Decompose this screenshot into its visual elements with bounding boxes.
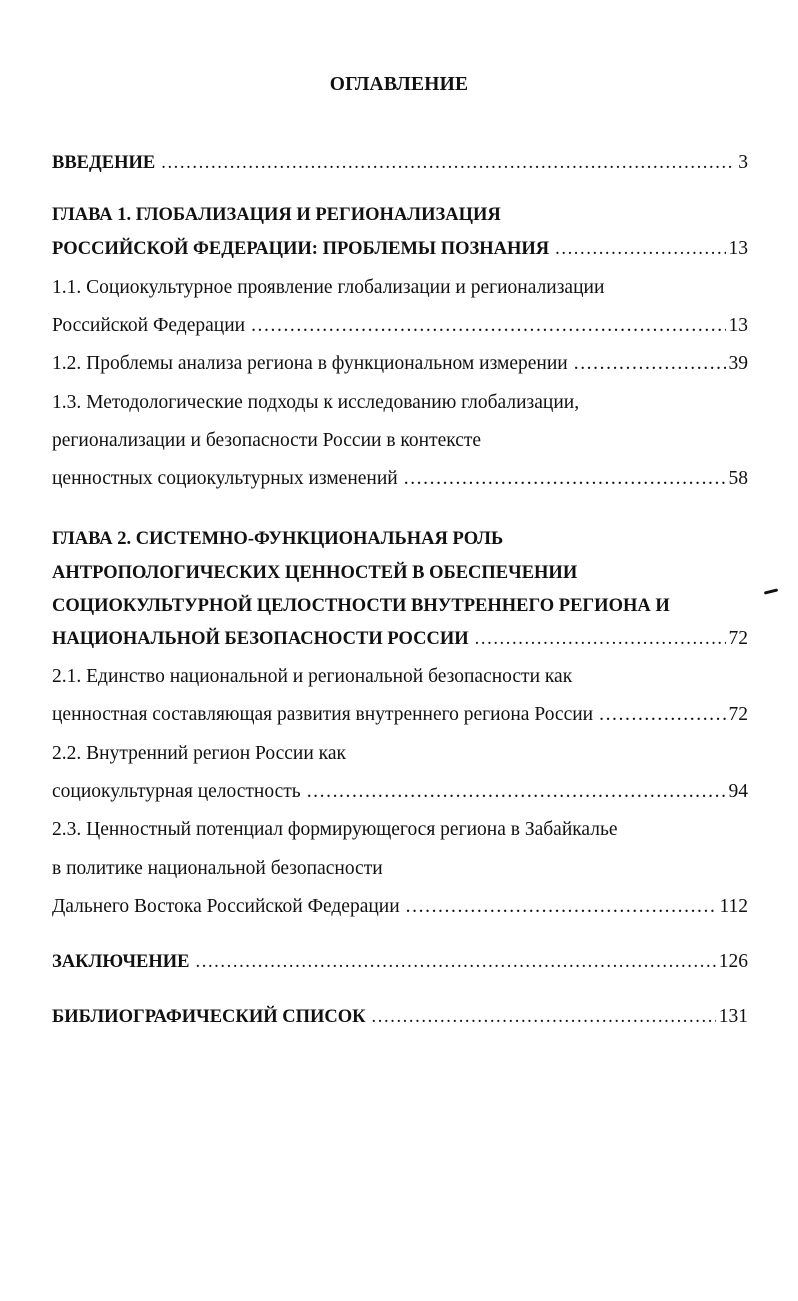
scan-mark bbox=[764, 588, 778, 594]
toc-entry-section-1-1 bbox=[52, 313, 748, 339]
page-title: ОГЛАВЛЕНИЕ bbox=[329, 74, 469, 95]
section-1-1-title-line: 1.1. Социокультурное проявление глобализации и регионализации bbox=[52, 277, 605, 298]
dot-leader bbox=[196, 949, 716, 975]
dot-leader bbox=[475, 626, 726, 652]
dot-leader bbox=[555, 236, 725, 262]
toc-entry-text: РОССИЙСКОЙ ФЕДЕРАЦИИ: ПРОБЛЕМЫ ПОЗНАНИЯ bbox=[52, 239, 550, 259]
page-number: 13 bbox=[728, 315, 748, 336]
page-number: 39 bbox=[728, 353, 748, 374]
dot-leader bbox=[599, 702, 725, 728]
page-number: 94 bbox=[728, 781, 748, 802]
toc-entry-text: социокультурная целостность bbox=[52, 781, 301, 802]
page-number: 112 bbox=[719, 896, 748, 917]
chapter-2-title-line: АНТРОПОЛОГИЧЕСКИХ ЦЕННОСТЕЙ В ОБЕСПЕЧЕНИИ bbox=[52, 563, 578, 583]
toc-entry-bibliography bbox=[52, 1004, 748, 1030]
toc-entry-text: ценностных социокультурных изменений bbox=[52, 468, 398, 489]
section-1-3-title-line: 1.3. Методологические подходы к исследованию глобализации, bbox=[52, 392, 580, 413]
chapter-2-title-line: ГЛАВА 2. СИСТЕМНО-ФУНКЦИОНАЛЬНАЯ РОЛЬ bbox=[52, 529, 504, 549]
toc-entry-text: Дальнего Востока Российской Федерации bbox=[52, 896, 400, 917]
toc-entry-text: ЗАКЛЮЧЕНИЕ bbox=[52, 952, 190, 972]
toc-entry-section-2-3 bbox=[52, 894, 748, 920]
section-1-3-title-line: регионализации и безопасности России в контексте bbox=[52, 430, 482, 451]
toc-entry-text: БИБЛИОГРАФИЧЕСКИЙ СПИСОК bbox=[52, 1007, 366, 1027]
toc-entry-text: НАЦИОНАЛЬНОЙ БЕЗОПАСНОСТИ РОССИИ bbox=[52, 629, 469, 649]
toc-entry-conclusion bbox=[52, 949, 748, 975]
dot-leader bbox=[372, 1004, 716, 1030]
dot-leader bbox=[406, 894, 717, 920]
page-number: 126 bbox=[718, 951, 748, 972]
toc-entry-section-1-2 bbox=[52, 351, 748, 377]
toc-entry-introduction bbox=[52, 150, 748, 176]
page-number: 3 bbox=[738, 152, 748, 173]
toc-entry-text: ценностная составляющая развития внутреннего региона России bbox=[52, 704, 594, 725]
page-number: 131 bbox=[718, 1006, 748, 1027]
section-2-3-title-line: в политике национальной безопасности bbox=[52, 858, 383, 879]
toc-entry-section-2-2 bbox=[52, 779, 748, 805]
dot-leader bbox=[404, 466, 726, 492]
toc-entry-text: Российской Федерации bbox=[52, 315, 246, 336]
toc-entry-chapter-1 bbox=[52, 236, 748, 262]
dot-leader bbox=[574, 351, 726, 377]
section-2-1-title-line: 2.1. Единство национальной и региональной безопасности как bbox=[52, 666, 573, 687]
section-2-2-title-line: 2.2. Внутренний регион России как bbox=[52, 743, 346, 764]
toc-entry-section-2-1 bbox=[52, 702, 748, 728]
page-number: 13 bbox=[728, 238, 748, 259]
toc-entry-text: ВВЕДЕНИЕ bbox=[52, 153, 156, 173]
dot-leader bbox=[251, 313, 725, 339]
toc-entry-chapter-2 bbox=[52, 626, 748, 652]
chapter-1-title-line: ГЛАВА 1. ГЛОБАЛИЗАЦИЯ И РЕГИОНАЛИЗАЦИЯ bbox=[52, 205, 501, 225]
dot-leader bbox=[307, 779, 726, 805]
chapter-2-title-line: СОЦИОКУЛЬТУРНОЙ ЦЕЛОСТНОСТИ ВНУТРЕННЕГО РЕГИОНА И bbox=[52, 596, 670, 616]
page-number: 72 bbox=[728, 704, 748, 725]
page-number: 58 bbox=[728, 468, 748, 489]
toc-entry-section-1-3 bbox=[52, 466, 748, 492]
dot-leader bbox=[161, 150, 735, 176]
toc-entry-text: 1.2. Проблемы анализа региона в функциональном измерении bbox=[52, 353, 568, 374]
section-2-3-title-line: 2.3. Ценностный потенциал формирующегося региона в Забайкалье bbox=[52, 819, 618, 840]
page-number: 72 bbox=[728, 628, 748, 649]
